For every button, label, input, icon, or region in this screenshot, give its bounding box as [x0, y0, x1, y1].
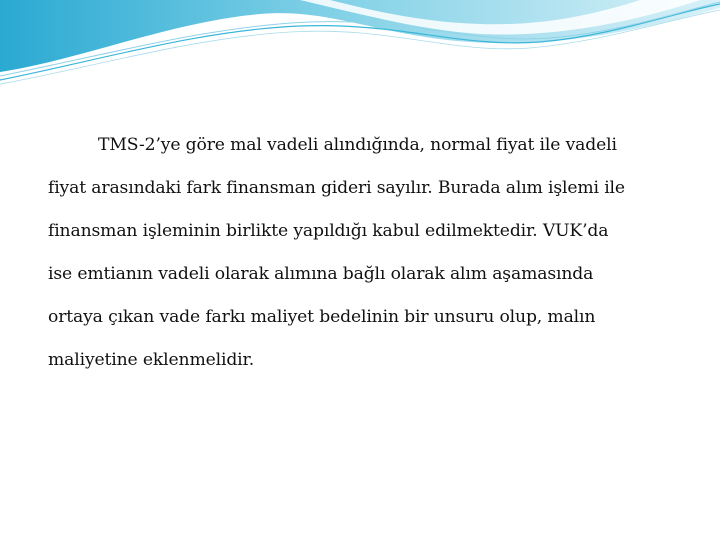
- paragraph-line-6: maliyetine eklenmelidir.: [48, 350, 255, 370]
- paragraph-line-4: ise emtianın vadeli olarak alımına bağlı olarak alım aşamasında: [48, 264, 594, 284]
- header-wave-decoration: [0, 0, 720, 100]
- paragraph-line-1: TMS-2’ye göre mal vadeli alındığında, normal fiyat ile vadeli: [98, 135, 617, 155]
- paragraph-line-3: finansman işleminin birlikte yapıldığı kabul edilmektedir. VUK’da: [48, 221, 609, 241]
- paragraph-line-2: fiyat arasındaki fark finansman gideri sayılır. Burada alım işlemi ile: [48, 178, 625, 198]
- body-paragraph: [48, 124, 688, 382]
- paragraph-line-5: ortaya çıkan vade farkı maliyet bedelinin bir unsuru olup, malın: [48, 307, 596, 327]
